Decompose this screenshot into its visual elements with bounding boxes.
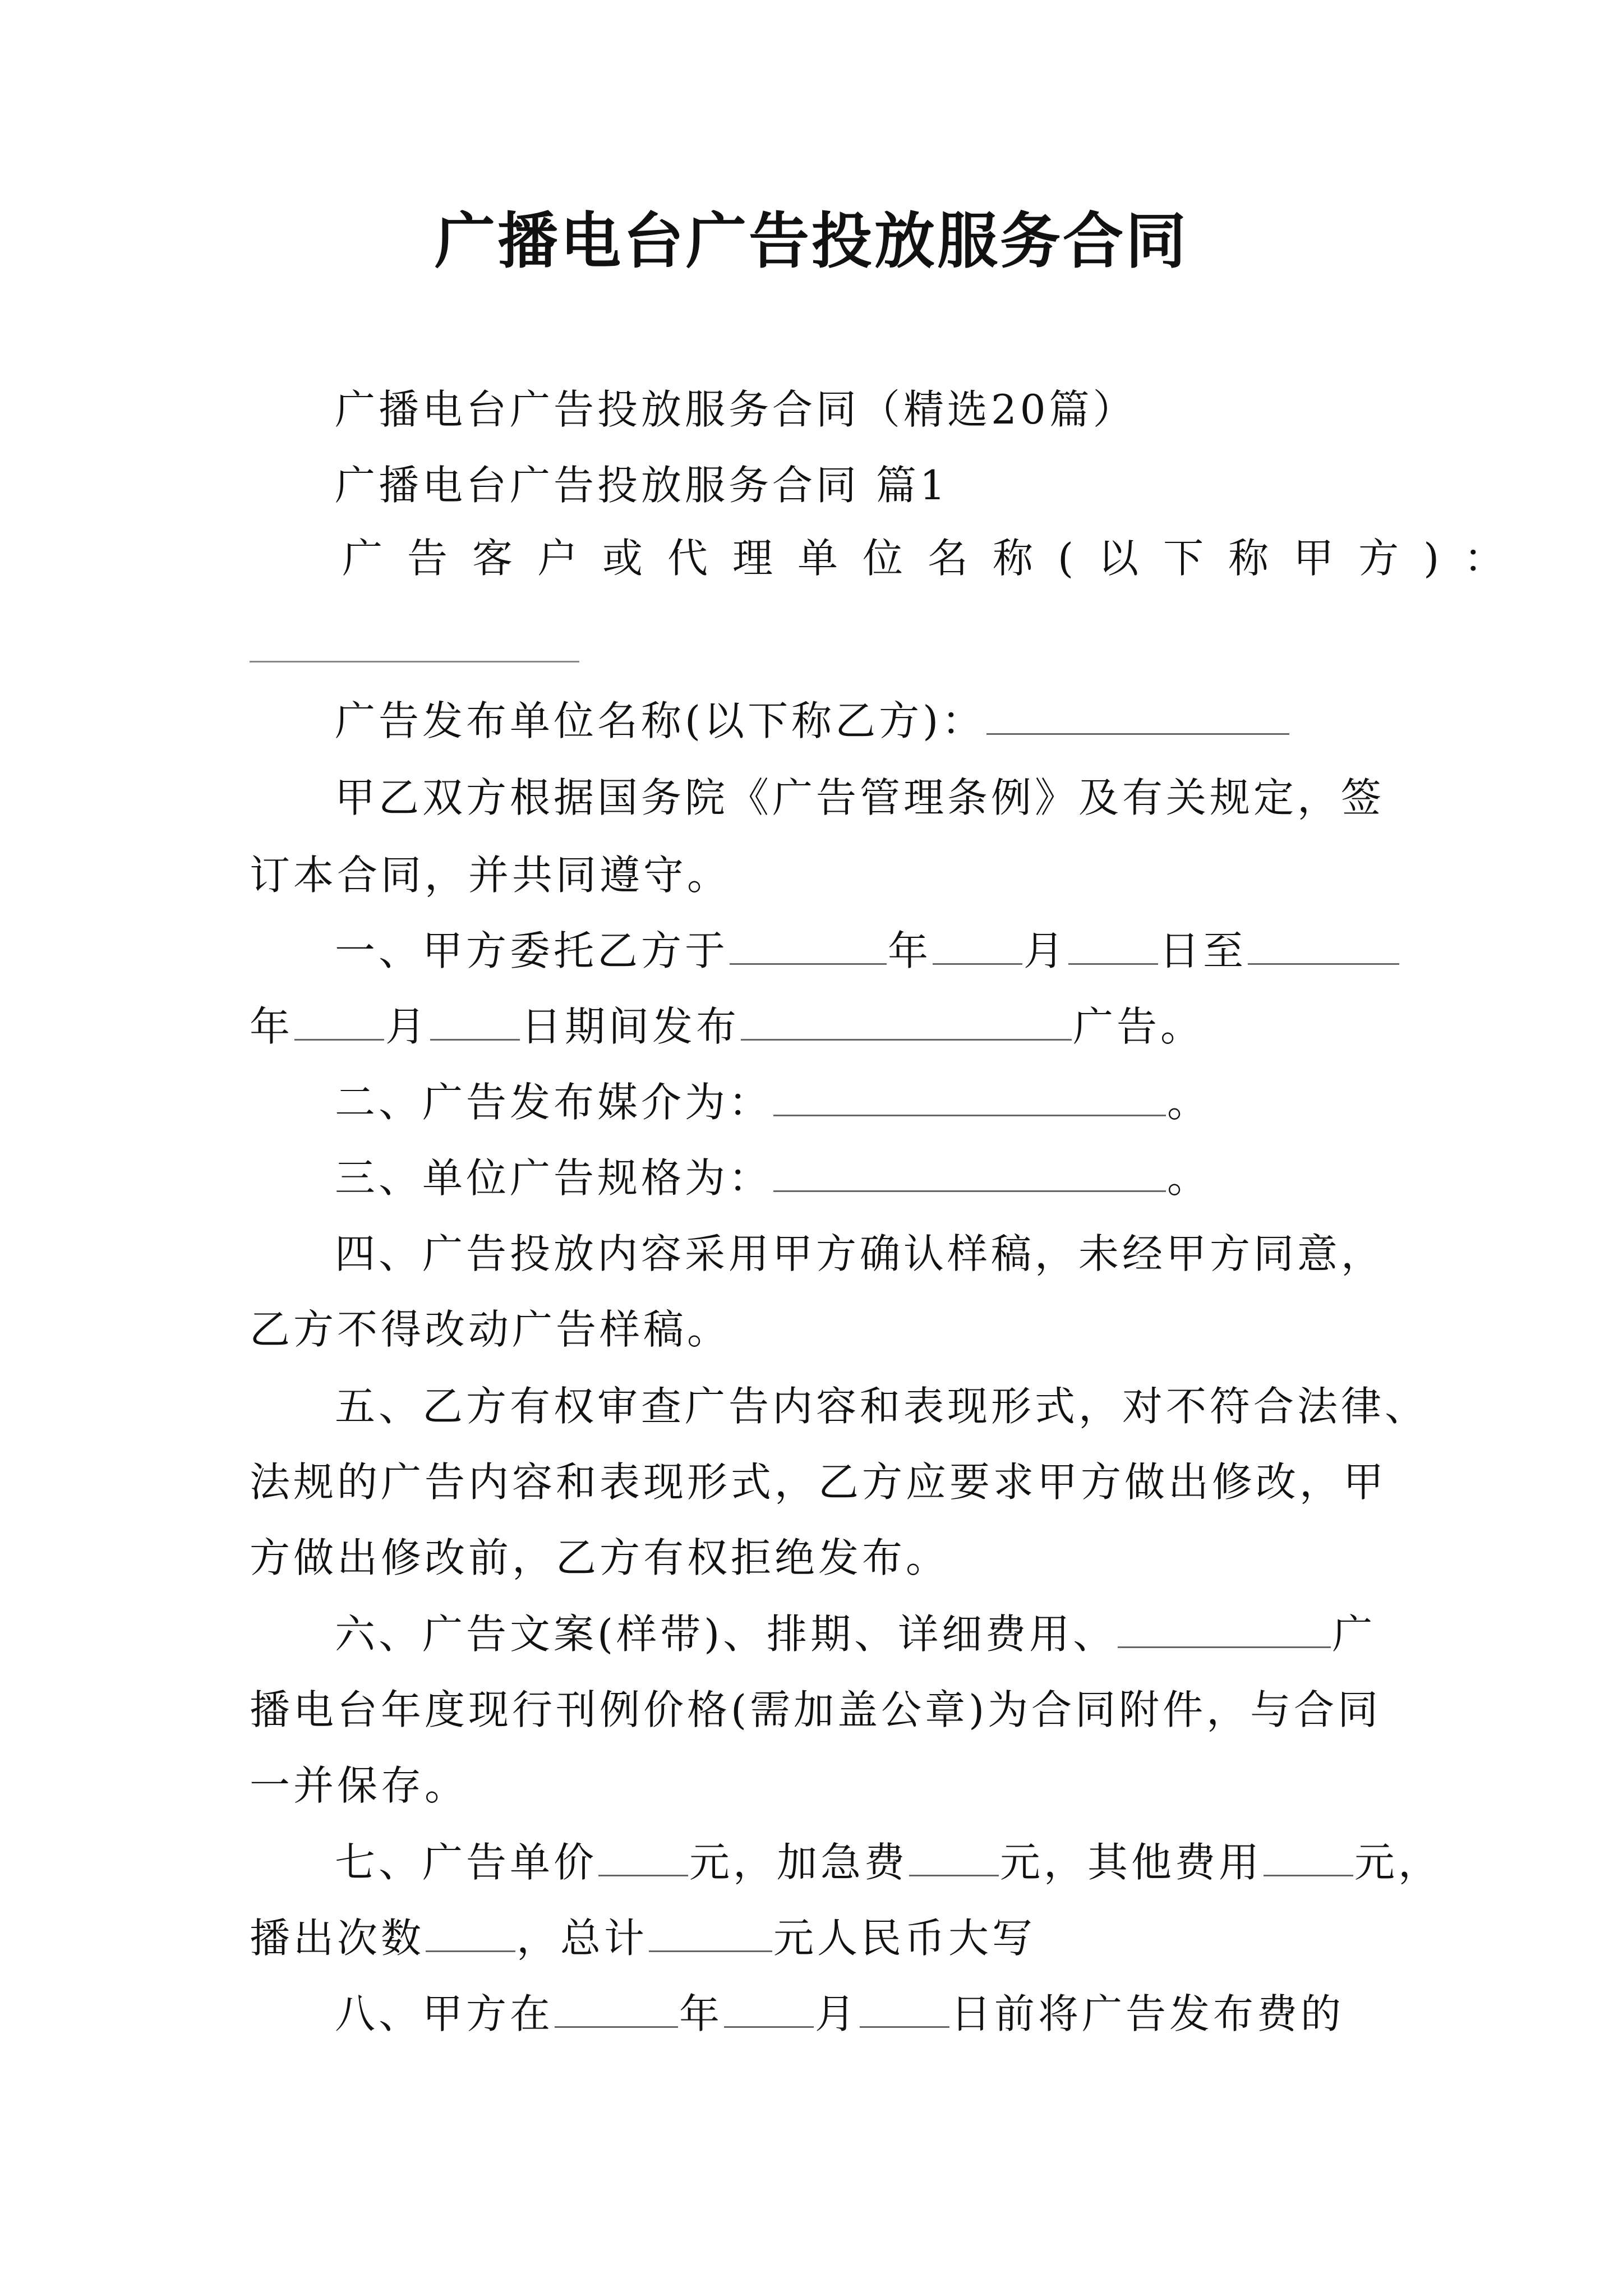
clause-6-line-3: 一并保存。: [250, 1762, 469, 1809]
party-b-blank: [986, 700, 1289, 735]
clause-1-blank-month-start: [933, 930, 1022, 965]
intro-line-1: 甲乙双方根据国务院《广告管理条例》及有关规定，签: [335, 774, 1385, 821]
clause-1-line-1: [335, 920, 1400, 982]
clause-1-text-d: 日至: [1159, 927, 1247, 974]
clause-1-text-h: 广告。: [1073, 1003, 1205, 1050]
clause-7-text-b: 元，加急费: [689, 1839, 909, 1886]
clause-1-blank-year-end-top: [1248, 930, 1399, 965]
clause-8-blank-year: [555, 1993, 678, 2028]
clause-7-text-f: ，总计: [517, 1915, 648, 1962]
clause-7-line-1: [335, 1832, 1442, 1893]
document-subtitle: 广播电台广告投放服务合同（精选20篇）: [335, 386, 1137, 433]
clause-5-line-3: 方做出修改前，乙方有权拒绝发布。: [250, 1534, 950, 1581]
clause-8-text-b: 年: [679, 1990, 723, 2037]
clause-7-text-a: 七、广告单价: [335, 1839, 598, 1886]
clause-7-blank-other: [1264, 1841, 1353, 1876]
clause-6-blank: [1118, 1613, 1331, 1648]
clause-6-line-2: 播电台年度现行刊例价格(需加盖公章)为合同附件，与合同: [250, 1686, 1382, 1733]
clause-1-line-2: [250, 996, 1204, 1057]
section-heading: 广播电台广告投放服务合同 篇1: [335, 462, 949, 509]
party-a-blank: [250, 661, 579, 662]
clause-8-text-a: 八、甲方在: [335, 1990, 554, 2037]
clause-7-blank-price: [598, 1841, 688, 1876]
clause-4-line-1: 四、广告投放内容采用甲方确认样稿，未经甲方同意，: [335, 1230, 1385, 1277]
clause-7-blank-count: [426, 1917, 515, 1952]
clause-5-line-2: 法规的广告内容和表现形式，乙方应要求甲方做出修改，甲: [250, 1458, 1387, 1506]
clause-6-text-b: 广: [1332, 1611, 1376, 1658]
clause-8-blank-day: [860, 1993, 949, 2028]
clause-2-text: 二、广告发布媒介为：: [335, 1079, 773, 1126]
clause-1-text-e: 年: [250, 1003, 294, 1050]
clause-1-text-b: 年: [888, 927, 932, 974]
clause-5-line-1: 五、乙方有权审查广告内容和表现形式，对不符合法律、: [335, 1383, 1429, 1430]
clause-1-blank-month-end: [294, 1005, 384, 1041]
clause-3-line: [335, 1147, 1211, 1209]
clause-7-text-g: 元人民币大写: [773, 1915, 1036, 1962]
clause-7-text-c: 元，其他费用: [1000, 1839, 1263, 1886]
intro-line-2: 订本合同，并共同遵守。: [250, 852, 731, 899]
party-a-label: 广告客户或代理单位名称(以下称甲方)：: [342, 535, 1529, 582]
clause-3-end: 。: [1167, 1154, 1211, 1202]
clause-8-line-1: [335, 1983, 1344, 2045]
clause-1-text-a: 一、甲方委托乙方于: [335, 927, 729, 974]
clause-8-text-d: 日前将广告发布费的: [951, 1990, 1345, 2037]
clause-2-end: 。: [1167, 1079, 1211, 1126]
clause-3-text: 三、单位广告规格为：: [335, 1154, 773, 1202]
clause-7-blank-rush: [909, 1841, 999, 1876]
clause-1-blank-day-start: [1068, 930, 1158, 965]
clause-1-blank-content: [741, 1005, 1072, 1041]
clause-2-line: [335, 1071, 1211, 1133]
clause-6-text-a: 六、广告文案(样带)、排期、详细费用、: [335, 1611, 1117, 1658]
clause-7-line-2: [250, 1907, 1036, 1969]
clause-6-line-1: [335, 1603, 1376, 1665]
clause-8-text-c: 月: [815, 1990, 859, 2037]
clause-1-blank-day-end: [430, 1005, 520, 1041]
clause-1-text-g: 日期间发布: [521, 1003, 740, 1050]
clause-1-text-c: 月: [1023, 927, 1068, 974]
party-b-label: 广告发布单位名称(以下称乙方)：: [335, 697, 986, 744]
clause-3-blank: [773, 1157, 1166, 1192]
clause-1-text-f: 月: [385, 1003, 430, 1050]
clause-1-blank-year-start: [730, 930, 887, 965]
clause-7-text-d: 元，: [1354, 1839, 1442, 1886]
document-title: 广播电台广告投放服务合同: [434, 206, 1188, 277]
clause-8-blank-month: [724, 1993, 814, 2028]
clause-4-line-2: 乙方不得改动广告样稿。: [250, 1306, 731, 1353]
clause-7-text-e: 播出次数: [250, 1915, 425, 1962]
clause-7-blank-total: [649, 1917, 772, 1952]
party-b-line: [335, 690, 1290, 752]
clause-2-blank: [773, 1081, 1166, 1116]
